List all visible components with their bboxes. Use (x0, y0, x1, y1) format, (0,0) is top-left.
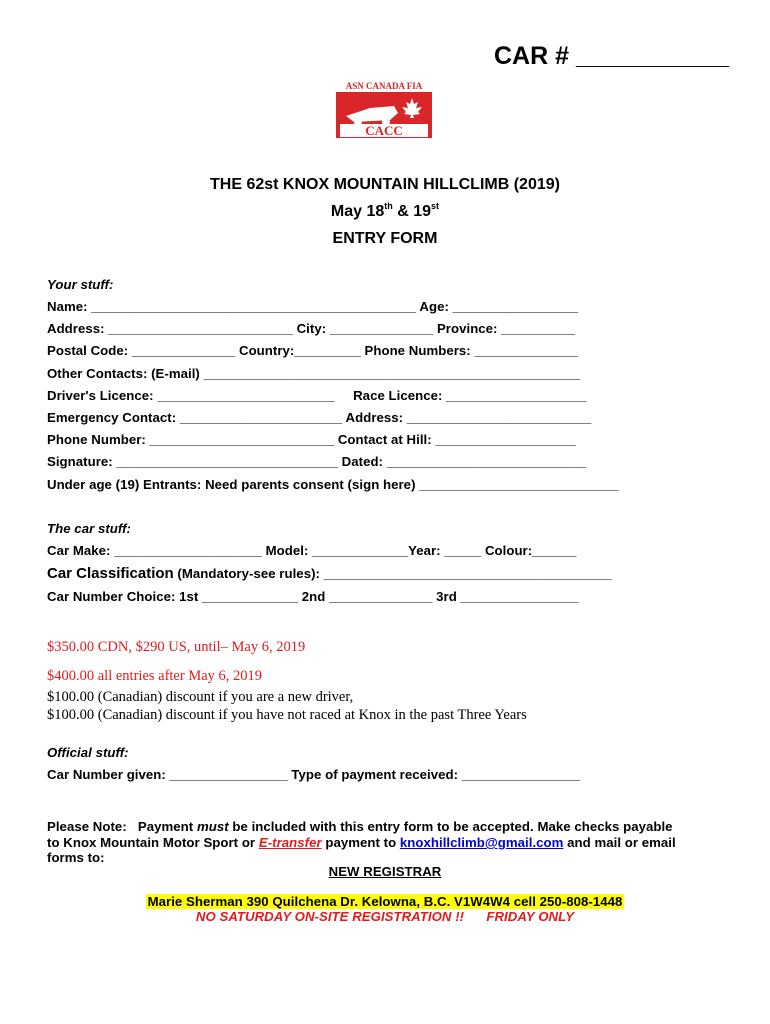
logo-abbr-text: CACC (365, 123, 403, 138)
field-car-classification[interactable]: Car Classification (Mandatory-see rules): _______________________________________ (47, 565, 612, 582)
fee-late: $400.00 all entries after May 6, 2019 (47, 668, 263, 684)
discount-new-driver: $100.00 (Canadian) discount if you are a new driver, (47, 689, 354, 705)
section-heading-official-stuff: Official stuff: (47, 745, 129, 760)
field-car-number-choice[interactable]: Car Number Choice: 1st _____________ 2nd ______________ 3rd ________________ (47, 589, 579, 604)
etransfer-text: E-transfer (258, 835, 322, 850)
field-phone-contact-at-hill[interactable]: Phone Number: _________________________ Contact at Hill: ___________________ (47, 432, 576, 447)
new-registrar-heading: NEW REGISTRAR (328, 864, 442, 879)
section-heading-car-stuff: The car stuff: (47, 521, 131, 536)
field-signature-dated[interactable]: Signature: ______________________________ Dated: ___________________________ (47, 454, 587, 469)
field-licences[interactable]: Driver's Licence: ________________________ Race Licence: ___________________ (47, 388, 587, 403)
field-official-use[interactable]: Car Number given: ________________ Type of payment received: ________________ (47, 767, 580, 782)
email-link[interactable]: knoxhillclimb@gmail.com (399, 835, 564, 850)
field-other-contacts[interactable]: Other Contacts: (E-mail) ___________________________________________________ (47, 366, 581, 381)
form-title: ENTRY FORM (332, 230, 438, 247)
field-postal-country-phone[interactable]: Postal Code: ______________ Country:_________ Phone Numbers: ______________ (47, 343, 578, 358)
cacc-logo (334, 80, 434, 140)
field-car-make-model[interactable]: Car Make: ____________________ Model: _____________Year: _____ Colour:______ (47, 543, 577, 558)
payment-note-line1: Please Note: Payment must be included with this entry form to be accepted. Make checks payable (47, 819, 673, 834)
no-saturday-notice: NO SATURDAY ON-SITE REGISTRATION !! FRIDAY ONLY (195, 909, 575, 924)
field-address-city-province[interactable]: Address: _________________________ City: ______________ Province: __________ (47, 321, 576, 336)
field-name-age[interactable]: Name: ____________________________________________ Age: _________________ (47, 299, 579, 314)
field-parent-consent[interactable]: Under age (19) Entrants: Need parents consent (sign here) ___________________________ (47, 477, 619, 492)
logo-org-text: ASN CANADA FIA (345, 81, 423, 91)
car-number-field: CAR # ___________ (494, 42, 729, 70)
event-dates: May 18th & 19st (330, 200, 440, 220)
fee-early: $350.00 CDN, $290 US, until– May 6, 2019 (47, 639, 306, 655)
payment-note-line3: forms to: (47, 850, 105, 865)
event-title: THE 62st KNOX MOUNTAIN HILLCLIMB (2019) (210, 176, 560, 193)
section-heading-your-stuff: Your stuff: (47, 277, 114, 292)
payment-note-line2: to Knox Mountain Motor Sport or E-transfer payment to knoxhillclimb@gmail.com and mail or email (47, 835, 676, 850)
discount-returning: $100.00 (Canadian) discount if you have not raced at Knox in the past Three Years (47, 707, 527, 723)
registrar-address: Marie Sherman 390 Quilchena Dr. Kelowna, B.C. V1W4W4 cell 250-808-1448 (147, 894, 623, 909)
field-emergency-contact[interactable]: Emergency Contact: ______________________ Address: _________________________ (47, 410, 592, 425)
